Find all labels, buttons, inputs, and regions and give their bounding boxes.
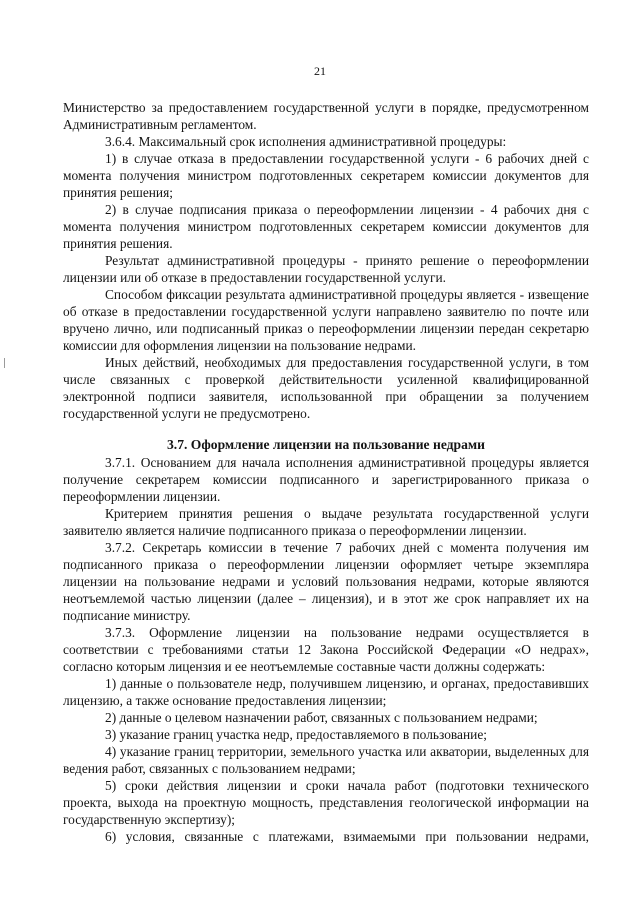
paragraph: Критерием принятия решения о выдаче результата государственной услуги заявителю является наличие подписанного приказа о переоформлении лицензии.	[63, 506, 589, 538]
paragraph: Иных действий, необходимых для предоставления государственной услуги, в том числе связанных с проверкой действительности усиленной квалифицированной электронной подписи заявителя, использованной при обращении за получением государственной услуги не предусмотрено.	[63, 355, 589, 421]
section-heading: 3.7. Оформление лицензии на пользование недрами	[167, 437, 485, 452]
paragraph-group-bottom	[63, 454, 589, 845]
margin-mark	[4, 358, 5, 368]
paragraph: 1) данные о пользователе недр, получившем лицензию, и органах, предоставивших лицензию, а также основание предоставления лицензии;	[63, 676, 589, 708]
paragraph: 5) сроки действия лицензии и сроки начала работ (подготовки технического проекта, выхода на проектную мощность, представления геологической информации на государственную экспертизу);	[63, 778, 589, 827]
paragraph-group-top	[63, 99, 589, 422]
paragraph: 6) условия, связанные с платежами, взимаемыми при пользовании недрами,	[105, 829, 589, 844]
paragraph: 3.7.1. Основанием для начала исполнения административной процедуры является получение секретарем комиссии подписанного и зарегистрированного приказа о переоформлении лицензии.	[63, 455, 589, 504]
paragraph: 2) в случае подписания приказа о переоформлении лицензии - 4 рабочих дня с момента получения министром подготовленных секретарем комиссии документов для принятия решения.	[63, 202, 589, 251]
paragraph: Способом фиксации результата административной процедуры является - извещение об отказе в предоставлении государственной услуги направлено заявителю по почте или вручено лично, или подписанный приказ о переоформлении лицензии передан секретарю комиссии для оформления лицензии на пользование недрами.	[63, 287, 589, 353]
page-body	[63, 99, 589, 845]
paragraph: 3.7.2. Секретарь комиссии в течение 7 рабочих дней с момента получения им подписанного приказа о переоформлении лицензии оформляет четыре экземпляра лицензии на пользование недрами и условий пользования недрами, которые являются неотъемлемой частью лицензии (далее – лицензия), и в этот же срок направляет их на подписание министру.	[63, 540, 589, 623]
paragraph: 2) данные о целевом назначении работ, связанных с пользованием недрами;	[105, 710, 538, 725]
paragraph: Результат административной процедуры - принято решение о переоформлении лицензии или об отказе в предоставлении государственной услуги.	[63, 253, 589, 285]
paragraph: 4) указание границ территории, земельного участка или акватории, выделенных для ведения работ, связанных с пользованием недрами;	[63, 744, 589, 776]
paragraph: 3) указание границ участка недр, предоставляемого в пользование;	[105, 727, 487, 742]
paragraph: 3.6.4. Максимальный срок исполнения административной процедуры:	[105, 134, 507, 149]
paragraph: 1) в случае отказа в предоставлении государственной услуги - 6 рабочих дней с момента получения министром подготовленных секретарем комиссии документов для принятия решения;	[63, 151, 589, 200]
paragraph: Министерство за предоставлением государственной услуги в порядке, предусмотренном Административным регламентом.	[63, 100, 589, 132]
paragraph: 3.7.3. Оформление лицензии на пользование недрами осуществляется в соответствии с требованиями статьи 12 Закона Российской Федерации «О недрах», согласно которым лицензия и ее неотъемлемые составные части должны содержать:	[63, 625, 589, 674]
page-number: 21	[314, 64, 326, 78]
